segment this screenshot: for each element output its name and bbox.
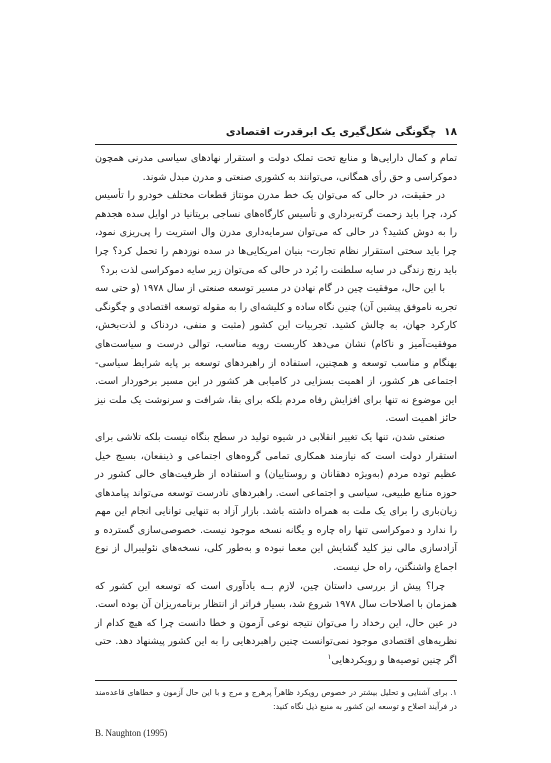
footnote-source: B. Naughton (1995): [95, 728, 168, 738]
running-title: چگونگی شکل‌گیری یک ابرقدرت اقتصادی: [225, 126, 437, 138]
page-number: ۱۸: [444, 126, 457, 138]
paragraph-5: [95, 578, 457, 671]
paragraph-1: تمام و کمال دارایی‌ها و منابع تحت تملک دولت و استقرار نهادهای سیاسی مدرنی همچون دموکراسی و حق رأی همگانی، می‌توانند به کشوری صنعتی و مدرن مبدل شوند.: [95, 153, 457, 183]
paragraph-3: با این حال، موفقیت چین در گام نهادن در مسیر توسعه صنعتی از سال ۱۹۷۸ (و حتی سه تجربه ناموفق پیشین آن) چنین نگاه ساده و کلیشه‌ای را به مقوله توسعه اقتصادی و چگونگی کارکرد جهان، به چالش کشید. تجربیات این کشور (مثبت و منفی، دردناک و لذت‌بخش، موفقیت‌آمیز و ناکام) نشان می‌دهد کاربست رویه مناسب، توالی درست و سیاست‌های بهنگام و مناسب توسعه و همچنین، استفاده از راهبردهای توسعه بر پایه شرایط سیاسی- اجتماعی هر کشور، از اهمیت بسزایی در کامیابی هر کشور در این مسیر برخوردار است. این موضوع نه تنها برای افزایش رفاه مردم بلکه برای بقا، شرافت و سرنوشت یک ملت نیز حائز اهمیت است.: [95, 283, 457, 425]
running-header: [95, 122, 457, 142]
body-text: [95, 150, 457, 671]
paragraph-4: صنعتی شدن، تنها یک تغییر انقلابی در شیوه تولید در سطح بنگاه نیست بلکه تلاشی برای استقرار دولت است که نیازمند همکاری تمامی گروه‌های اجتماعی و ذینفعان، بسیج خیل عظیم توده مردم (به‌ویژه دهقانان و روستاییان) و استفاده از ظرفیت‌های خالی کشور در حوزه منابع طبیعی، سیاسی و اجتماعی است. راهبردهای نادرست توسعه می‌تواند پیامدهای زیان‌باری را برای یک ملت به همراه داشته باشد. بازار آزاد به تنهایی توانایی انجام این مهم را ندارد و دموکراسی تنها راه چاره و یگانه نسخه موجود نیست. خصوصی‌سازی گسترده و آزادسازی مالی نیز کلید گشایش این معما نبوده و به‌طور کلی، نسخه‌های نئولیبرال از نوع اجماع واشنگتن، راه حل نیست.: [95, 431, 457, 574]
paragraph-5-text: چرا؟ پیش از بررسی داستان چین، لازم بــه یادآوری است که توسعه این کشور که همزمان با اصلاحات سال ۱۹۷۸ شروع شد، بسیار فراتر از انتظار برنامه‌ریزان آن بوده است. در عین حال، این رخداد را می‌توان نتیجه نوعی آزمون و خطا دانست چرا که هیچ کدام از نظریه‌های اقتصادی موجود نمی‌توانست چنین راهبردهایی را به این کشور پیشنهاد دهد. حتی اگر چنین توصیه‌ها و رویکردهایی: [95, 580, 457, 667]
paragraph-2: در حقیقت، در حالی که می‌توان یک خط مدرن مونتاژ قطعات مختلف خودرو را تأسیس کرد، چرا باید زحمت گرته‌برداری و تأسیس کارگاه‌های نساجی بریتانیا در اوایل سده هجدهم را به دوش کشید؟ در حالی که می‌توان سرمایه‌داری مدرن وال استریت را پی‌ریزی نمود، چرا باید سختی استقرار نظام تجارت- بنیان امریکایی‌ها در سده نوزدهم را تحمل کرد؟ چرا باید رنج زندگی در سایه سلطنت را بُرد در حالی که می‌توان زیر سایه دموکراسی لذت برد؟: [95, 190, 457, 276]
footnote-rule: [95, 680, 457, 681]
footnote-marker: ۱: [327, 652, 332, 661]
footnote-text: ۱. برای آشنایی و تحلیل بیشتر در خصوص رویکرد ظاهراً پرهرج و مرج و با این حال آزمون و خطاهای قاعده‌مند در فرآیند اصلاح و توسعه این کشور به منبع ذیل نگاه کنید:: [95, 688, 457, 711]
header-rule: [95, 144, 457, 145]
